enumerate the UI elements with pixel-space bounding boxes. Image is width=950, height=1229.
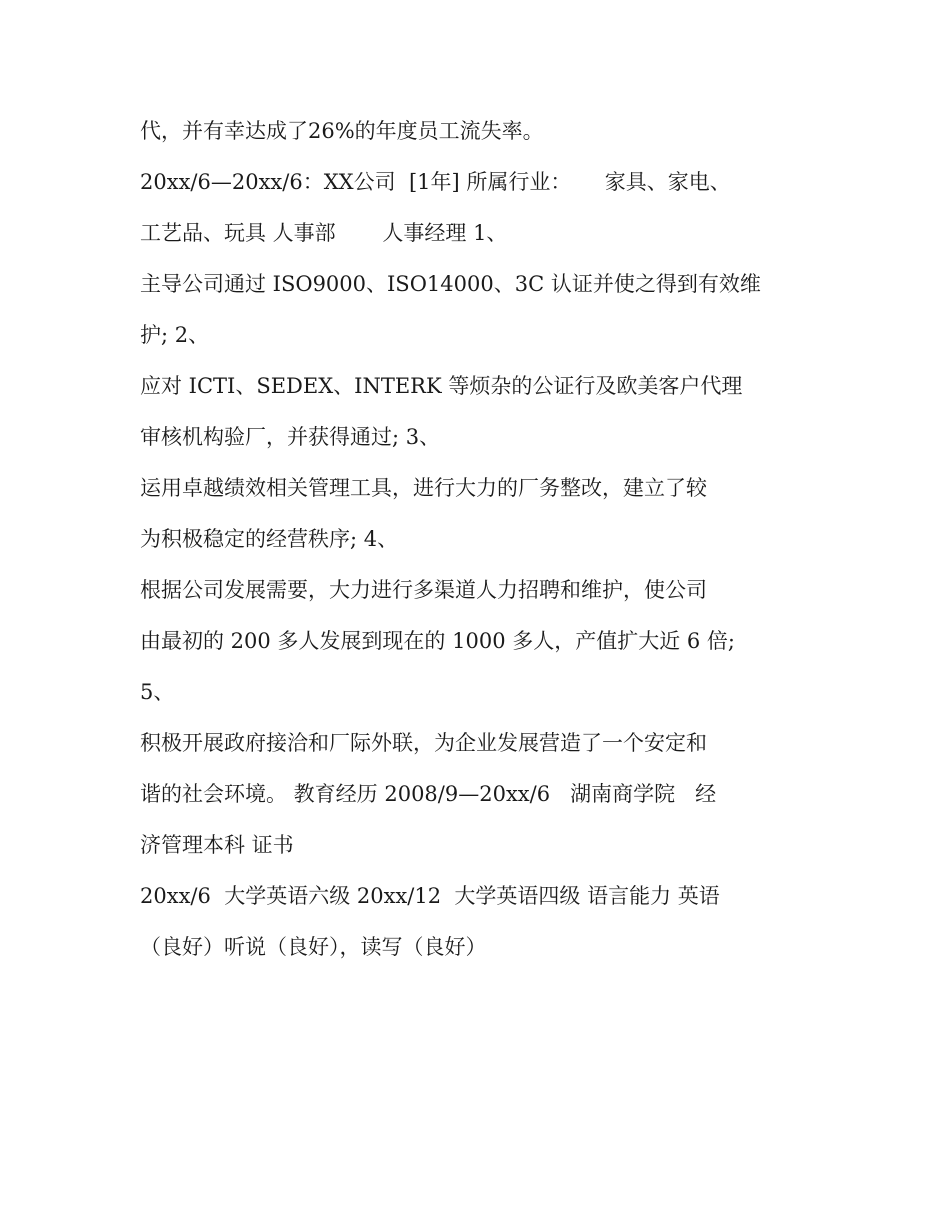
- text-line: 主导公司通过 ISO9000、ISO14000、3C 认证并使之得到有效维: [140, 272, 761, 296]
- text-line: 5、: [140, 680, 175, 704]
- text-line: 代，并有幸达成了26%的年度员工流失率。: [140, 119, 544, 143]
- text-line: 济管理本科 证书: [140, 833, 294, 857]
- text-line: 审核机构验厂，并获得通过; 3、: [140, 425, 441, 449]
- text-line: 根据公司发展需要，大力进行多渠道人力招聘和维护，使公司: [140, 578, 707, 602]
- text-line: 为积极稳定的经营秩序; 4、: [140, 527, 399, 551]
- text-line: 工艺品、玩具 人事部 人事经理 1、: [140, 221, 508, 245]
- text-line: 应对 ICTI、SEDEX、INTERK 等烦杂的公证行及欧美客户代理: [140, 374, 743, 398]
- text-line: 20xx/6—20xx/6：XX公司 [1年] 所属行业： 家具、家电、: [140, 170, 731, 194]
- resume-text-body: [140, 106, 830, 973]
- text-line: 由最初的 200 多人发展到现在的 1000 多人，产值扩大近 6 倍;: [140, 629, 736, 653]
- text-line: 积极开展政府接洽和厂际外联，为企业发展营造了一个安定和: [140, 731, 707, 755]
- text-line: 运用卓越绩效相关管理工具，进行大力的厂务整改，建立了较: [140, 476, 707, 500]
- text-line: 谐的社会环境。 教育经历 2008/9—20xx/6 湖南商学院 经: [140, 782, 717, 806]
- text-line: （良好）听说（良好），读写（良好）: [140, 935, 487, 959]
- text-line: 护; 2、: [140, 323, 210, 347]
- text-line: 20xx/6 大学英语六级 20xx/12 大学英语四级 语言能力 英语: [140, 884, 720, 908]
